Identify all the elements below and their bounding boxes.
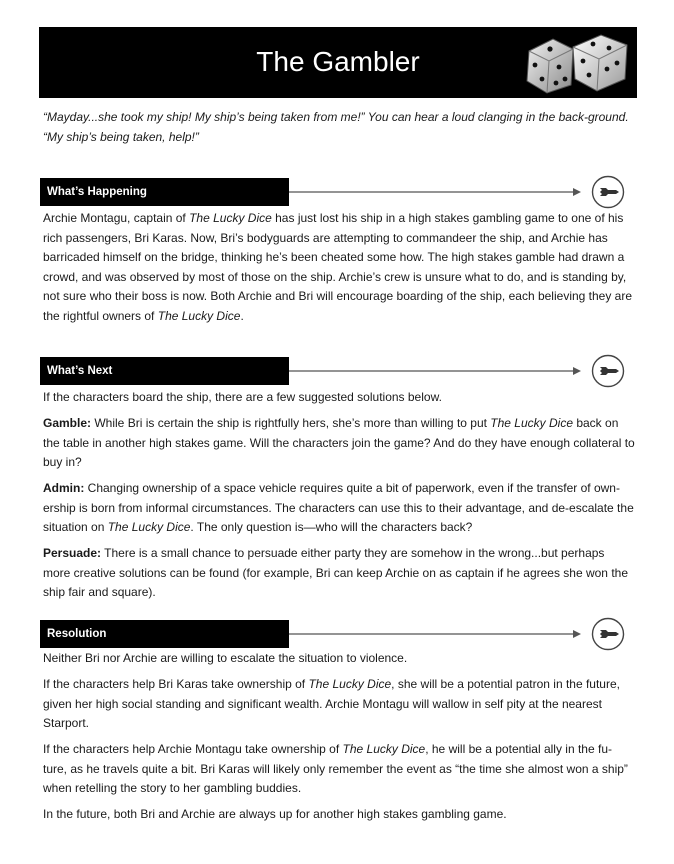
ship-name: The Lucky Dice — [342, 742, 426, 756]
section-heading: Resolution — [40, 620, 289, 648]
paragraph: If the characters help Bri Karas take ownership of The Lucky Dice, she will be a potential patron in the future, given her high social standing and significant wealth. Archie Montagu will wallow in self pity at the nearest Starport. — [43, 677, 620, 730]
section-body-whats-happening — [43, 209, 635, 333]
ship-name: The Lucky Dice — [107, 520, 191, 534]
ship-name: The Lucky Dice — [308, 677, 392, 691]
paragraph: If the characters board the ship, there are a few suggested solutions below. — [43, 390, 442, 404]
paragraph: Archie Montagu, captain of The Lucky Dice has just lost his ship in a high stakes gambling game to one of his rich passengers, Bri Karas. Now, Bri’s bodyguards are attempting to commandeer the ship, and Archie has barricaded himself on the bridge, thinking he’s been cheated some how. The high stakes gamble had drawn a crowd, and was observed by most of those on the ship. Archie’s crew is unsure what to do, and is standing by, not sure who their boss is now. Both Archie and Bri will encourage boarding of the ship, each believing they are the rightful owners of The Lucky Dice. — [43, 211, 633, 323]
paragraph: If the characters help Archie Montagu take ownership of The Lucky Dice, he will be a potential ally in the fu-ture, as he travels quite a bit. Bri Karas will likely only remember the event as “the time she almost won a ship” when retelling the story to her gambling buddies. — [43, 742, 628, 795]
section-divider-arrow — [289, 178, 627, 206]
section-divider-arrow — [289, 357, 627, 385]
section-heading: What’s Next — [40, 357, 289, 385]
ship-name: The Lucky Dice — [490, 416, 573, 430]
page-title: The Gambler — [256, 46, 420, 77]
ship-name: The Lucky Dice — [157, 308, 241, 323]
section-divider-arrow — [289, 620, 627, 648]
title-bar — [39, 27, 637, 98]
option-admin: Admin: Changing ownership of a space vehicle requires quite a bit of paperwork, even if the transfer of own-ership is born from informal circumstances. The characters can use this to their advantage, and de-escalate the situation on The Lucky Dice. The only question is—who will the characters back? — [43, 481, 634, 534]
section-body-resolution — [43, 649, 635, 831]
paragraph: Neither Bri nor Archie are willing to escalate the situation to violence. — [43, 651, 408, 665]
option-gamble: Gamble: While Bri is certain the ship is rightfully hers, she’s more than willing to put The Lucky Dice back on the table in another high stakes game. Will the characters join the game? And do they have enough collateral to buy in? — [43, 416, 635, 469]
ship-name: The Lucky Dice — [189, 211, 272, 225]
dice-icon — [523, 31, 631, 97]
option-persuade: Persuade: There is a small chance to persuade either party they are somehow in the wrong...but perhaps more creative solutions can be found (for example, Bri can keep Archie on as captain if he agrees she won the ship fair and square). — [43, 546, 628, 599]
section-heading: What’s Happening — [40, 178, 289, 206]
section-body-whats-next — [43, 388, 635, 609]
spaceship-icon — [591, 354, 625, 388]
paragraph: In the future, both Bri and Archie are always up for another high stakes gambling game. — [43, 807, 507, 821]
intro-quote: “Mayday...she took my ship! My ship’s being taken from me!” You can hear a loud clanging in the back-ground. “My ship’s being taken, help!” — [43, 110, 629, 144]
spaceship-icon — [591, 175, 625, 209]
spaceship-icon — [591, 617, 625, 651]
